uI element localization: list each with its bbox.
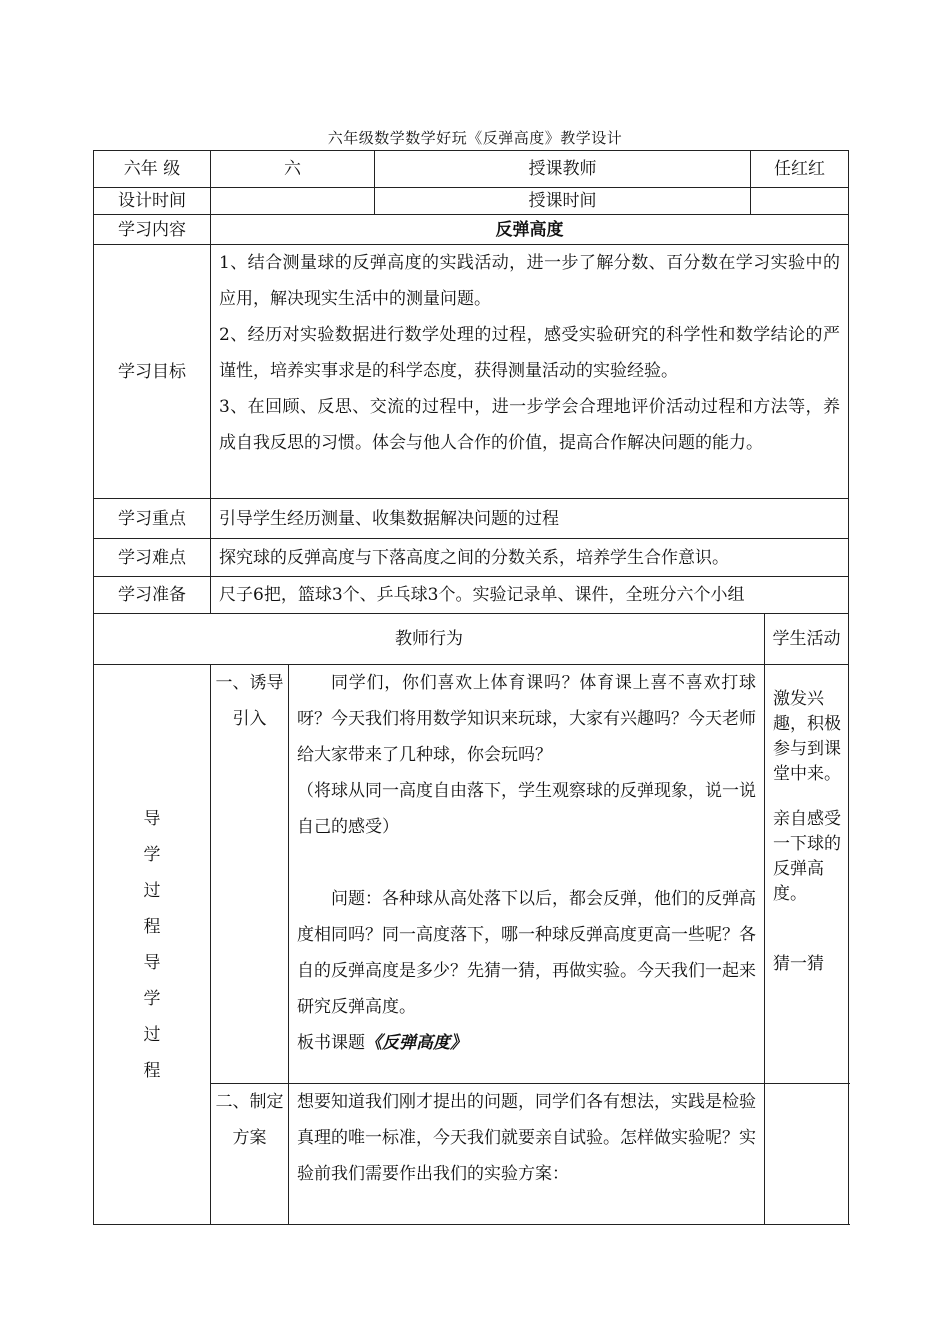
content-value: 反弹高度 [211,215,849,245]
section-2-paragraph: 想要知道我们刚才提出的问题，同学们各有想法，实践是检验真理的唯一标准，今天我们就要亲自试验。怎样做实验呢？实验前我们需要作出我们的实验方案： [297,1092,756,1184]
section-1-paragraph: 问题：各种球从高处落下以后，都会反弹，他们的反弹高度相同吗？同一高度落下，哪一种球反弹高度更高一些呢？各自的反弹高度是多少？先猜一猜，再做实验。今天我们一起来研究反弹高度。 [297,889,756,1017]
goal-item: 3、在回顾、反思、交流的过程中，进一步学会合理地评价活动过程和方法等，养成自我反思的习惯。体会与他人合作的价值，提高合作解决问题的能力。 [219,397,840,453]
key-point-value: 引导学生经历测量、收集数据解决问题的过程 [211,499,849,539]
preparation-label: 学习准备 [94,577,211,614]
goals-label: 学习目标 [94,245,211,499]
key-point-label: 学习重点 [94,499,211,539]
process-header-row [94,614,849,665]
design-time-value [211,188,375,215]
process-label: 导 学 过 程 导 学 过 程 [94,665,211,1225]
section-1-student-activity [765,665,849,1084]
class-time-value [751,188,849,215]
goals-list [211,245,849,499]
difficulty-label: 学习难点 [94,539,211,577]
section-2-student-activity [765,1084,849,1225]
difficulty-value: 探究球的反弹高度与下落高度之间的分数关系，培养学生合作意识。 [211,539,849,577]
teacher-label: 授课教师 [375,151,751,188]
goal-item: 1、结合测量球的反弹高度的实践活动，进一步了解分数、百分数在学习实验中的应用，解决现实生活中的测量问题。 [219,253,840,309]
student-activity-item: 猜一猜 [773,954,824,974]
header-row-1 [94,151,849,188]
preparation-value: 尺子6把，篮球3个、乒乓球3个。实验记录单、课件，全班分六个小组 [211,577,849,614]
content-row [94,215,849,245]
section-2-content [289,1084,765,1225]
section-2-title: 二、制定方案 [211,1084,289,1225]
section-1-paragraph: （将球从同一高度自由落下，学生观察球的反弹现象，说一说自己的感受） [297,781,756,837]
goal-item: 2、经历对实验数据进行数学处理的过程，感受实验研究的科学性和数学结论的严谨性，培养实事求是的科学态度，获得测量活动的实验经验。 [219,325,840,381]
process-section-1 [94,665,849,1084]
student-activity-header: 学生活动 [765,614,849,665]
grade-value: 六 [211,151,375,188]
design-time-label: 设计时间 [94,188,211,215]
grade-label: 六年 级 [94,151,211,188]
content-label: 学习内容 [94,215,211,245]
teacher-behavior-header: 教师行为 [94,614,765,665]
section-1-content [289,665,765,1084]
student-activity-item: 亲自感受一下球的反弹高度。 [773,809,841,904]
lesson-plan-table [93,150,849,1225]
section-1-title: 一、诱导引入 [211,665,289,1084]
header-row-2 [94,188,849,215]
key-point-row [94,499,849,539]
preparation-row [94,577,849,614]
board-title-line [297,1025,756,1061]
class-time-label: 授课时间 [375,188,751,215]
difficulty-row [94,539,849,577]
board-title: 《反弹高度》 [365,1033,467,1053]
section-1-paragraph: 同学们，你们喜欢上体育课吗？体育课上喜不喜欢打球呀？今天我们将用数学知识来玩球，大家有兴趣吗？今天老师给大家带来了几种球，你会玩吗？ [297,673,756,765]
goals-row [94,245,849,499]
student-activity-item: 激发兴趣，积极参与到课堂中来。 [773,689,841,784]
teacher-value: 任红红 [751,151,849,188]
board-title-label: 板书课题 [297,1033,365,1053]
document-title: 六年级数学数学好玩《反弹高度》教学设计 [327,129,623,147]
